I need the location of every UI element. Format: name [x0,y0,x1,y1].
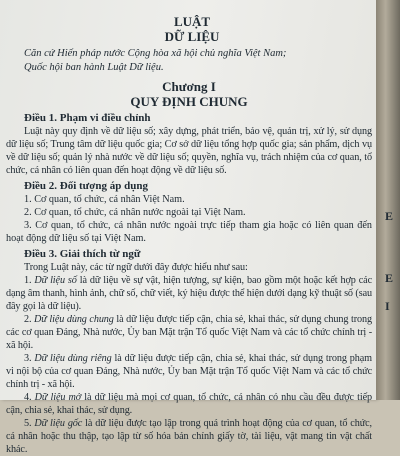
definition-item [6,313,372,352]
preamble-line: Quốc hội ban hành Luật Dữ liệu. [24,62,164,73]
chapter-title: QUY ĐỊNH CHUNG [130,94,248,109]
article-1-heading: Điều 1. Phạm vi điều chỉnh [24,112,151,124]
definition-number: 3. [24,353,35,364]
next-page-edge [376,0,400,400]
article-1-text: Luật này quy định về dữ liệu số; xây dựng, phát triển, bảo vệ, quản trị, xử lý, sử dụng dữ liệu số; Trung tâm dữ liệu quốc gia; Cơ sở dữ liệu tổng hợp quốc gia; sản phẩm, dịch vụ về dữ liệu số; quản lý nhà nước về dữ liệu số; quyền, nghĩa vụ, trách nhiệm của cơ quan, tổ chức, cá nhân có liên quan đến hoạt động về dữ liệu số. [6,126,372,176]
definition-number: 1. [24,275,35,286]
law-title [12,14,372,44]
definition-text: là dữ liệu được tiếp cận, chia sẻ, khai thác, sử dụng chung trong các cơ quan Đảng, Nhà nước, Ủy ban Mặt trận Tổ quốc Việt Nam và các tổ chức chính trị - xã hội. [6,314,373,351]
definition-text: là dữ liệu được tiếp cận, chia sẻ, khai thác, sử dụng trong phạm vi nội bộ của cơ quan Đảng, Nhà nước, Ủy ban Mặt trận Tổ quốc Việt Nam và các tổ chức chính trị - xã hội. [6,353,372,390]
edge-glyph: I [385,299,390,313]
definition-number: 5. [24,418,35,429]
definition-item [6,352,372,391]
definition-item [6,274,372,313]
preamble [24,47,372,75]
definition-term: Dữ liệu mở [34,392,82,403]
definition-number: 2. [24,314,35,325]
definition-term: Dữ liệu số [34,275,77,286]
edge-glyph: E [385,271,394,285]
article-3-heading: Điều 3. Giải thích từ ngữ [24,248,141,260]
law-title-line2: DỮ LIỆU [164,29,220,44]
definition-item [6,417,372,456]
definition-text: là dữ liệu mà mọi cơ quan, tổ chức, cá nhân có nhu cầu đều được tiếp cận, chia sẻ, khai thác, sử dụng. [6,392,373,416]
definition-item [6,391,372,417]
definition-term: Dữ liệu dùng chung [34,314,114,325]
article-2-heading: Điều 2. Đối tượng áp dụng [24,180,148,192]
definition-term: Dữ liệu dùng riêng [34,353,112,364]
chapter-heading [6,79,372,109]
law-title-line1: LUẬT [173,14,211,29]
chapter-number: Chương I [162,79,216,94]
article-2-item: 3. Cơ quan, tổ chức, cá nhân nước ngoài trực tiếp tham gia hoặc có liên quan đến hoạt động dữ liệu số tại Việt Nam. [6,220,372,244]
article-2-item: 1. Cơ quan, tổ chức, cá nhân Việt Nam. [24,194,185,205]
definition-term: Dữ liệu gốc [34,418,83,429]
article-2-item: 2. Cơ quan, tổ chức, cá nhân nước ngoài tại Việt Nam. [24,207,246,218]
page-content [6,14,372,456]
article-3-intro: Trong Luật này, các từ ngữ dưới đây được hiểu như sau: [24,262,248,273]
definition-text: là dữ liệu về sự vật, hiện tượng, sự kiện, bao gồm một hoặc kết hợp các dạng âm thanh, hình ảnh, chữ số, chữ viết, ký hiệu được thể hiện dưới dạng kỹ thuật số (sau đây gọi là dữ liệu). [6,275,373,312]
definition-number: 4. [24,392,35,403]
preamble-line: Căn cứ Hiến pháp nước Cộng hòa xã hội chủ nghĩa Việt Nam; [24,48,287,59]
definition-text: là dữ liệu được tạo lập trong quá trình hoạt động của cơ quan, tổ chức, cá nhân hoặc thu thập, tạo lập từ số hóa bản chính giấy tờ, tài liệu, vật mang tin vật chất khác. [6,418,372,455]
edge-glyph: E [385,209,394,223]
